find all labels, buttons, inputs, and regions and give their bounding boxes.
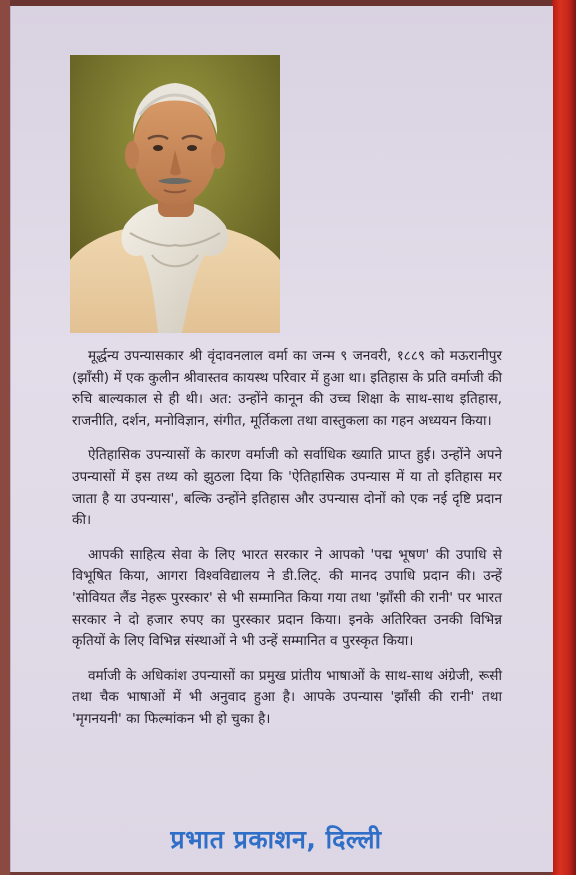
book-spine [552,0,576,875]
bio-paragraph: मूर्द्धन्य उपन्यासकार श्री वृंदावनलाल वर्मा का जन्म ९ जनवरी, १८८९ को मऊरानीपुर (झाँसी) में एक कुलीन श्रीवास्तव कायस्थ परिवार में हुआ था। इतिहास के प्रति वर्माजी की रुचि बाल्यकाल से ही थी। अत: उन्होंने कानून की उच्च शिक्षा के साथ-साथ इतिहास, राजनीति, दर्शन, मनोविज्ञान, संगीत, मूर्तिकला तथा वास्तुकला का गहन अध्ययन किया। [72,348,502,429]
publisher-name: प्रभात प्रकाशन, दिल्ली [170,825,382,854]
bio-paragraph: आपकी साहित्य सेवा के लिए भारत सरकार ने आपको 'पद्म भूषण' की उपाधि से विभूषित किया, आगरा विश्वविद्यालय ने डी.लिट्. की मानद उपाधि प्रदान की। उन्हें 'सोवियत लैंड नेहरू पुरस्कार' से भी सम्मानित किया गया तथा 'झाँसी की रानी' पर भारत सरकार ने दो हजार रुपए का पुरस्कार प्रदान किया। इनके अतिरिक्त उनकी विभिन्न कृतियों के लिए विभिन्न संस्थाओं ने भी उन्हें सम्मानित व पुरस्कृत किया। [72,546,502,650]
author-biography [72,346,502,744]
cover-left-edge [0,0,10,875]
author-portrait [70,55,280,333]
bio-paragraph: ऐतिहासिक उपन्यासों के कारण वर्माजी को सर्वाधिक ख्याति प्राप्त हुई। उन्होंने अपने उपन्यासों में इस तथ्य को झुठला दिया कि 'ऐतिहासिक उपन्यास में या तो इतिहास मर जाता है या उपन्यास', बल्कि उन्होंने इतिहास और उपन्यास दोनों को एक नई दृष्टि प्रदान की। [72,447,502,529]
bio-paragraph: वर्माजी के अधिकांश उपन्यासों का प्रमुख प्रांतीय भाषाओं के साथ-साथ अंग्रेजी, रूसी तथा चैक भाषाओं में भी अनुवाद हुआ है। आपके उपन्यास 'झाँसी की रानी' तथा 'मृगनयनी' का फिल्मांकन भी हो चुका है। [72,667,502,727]
